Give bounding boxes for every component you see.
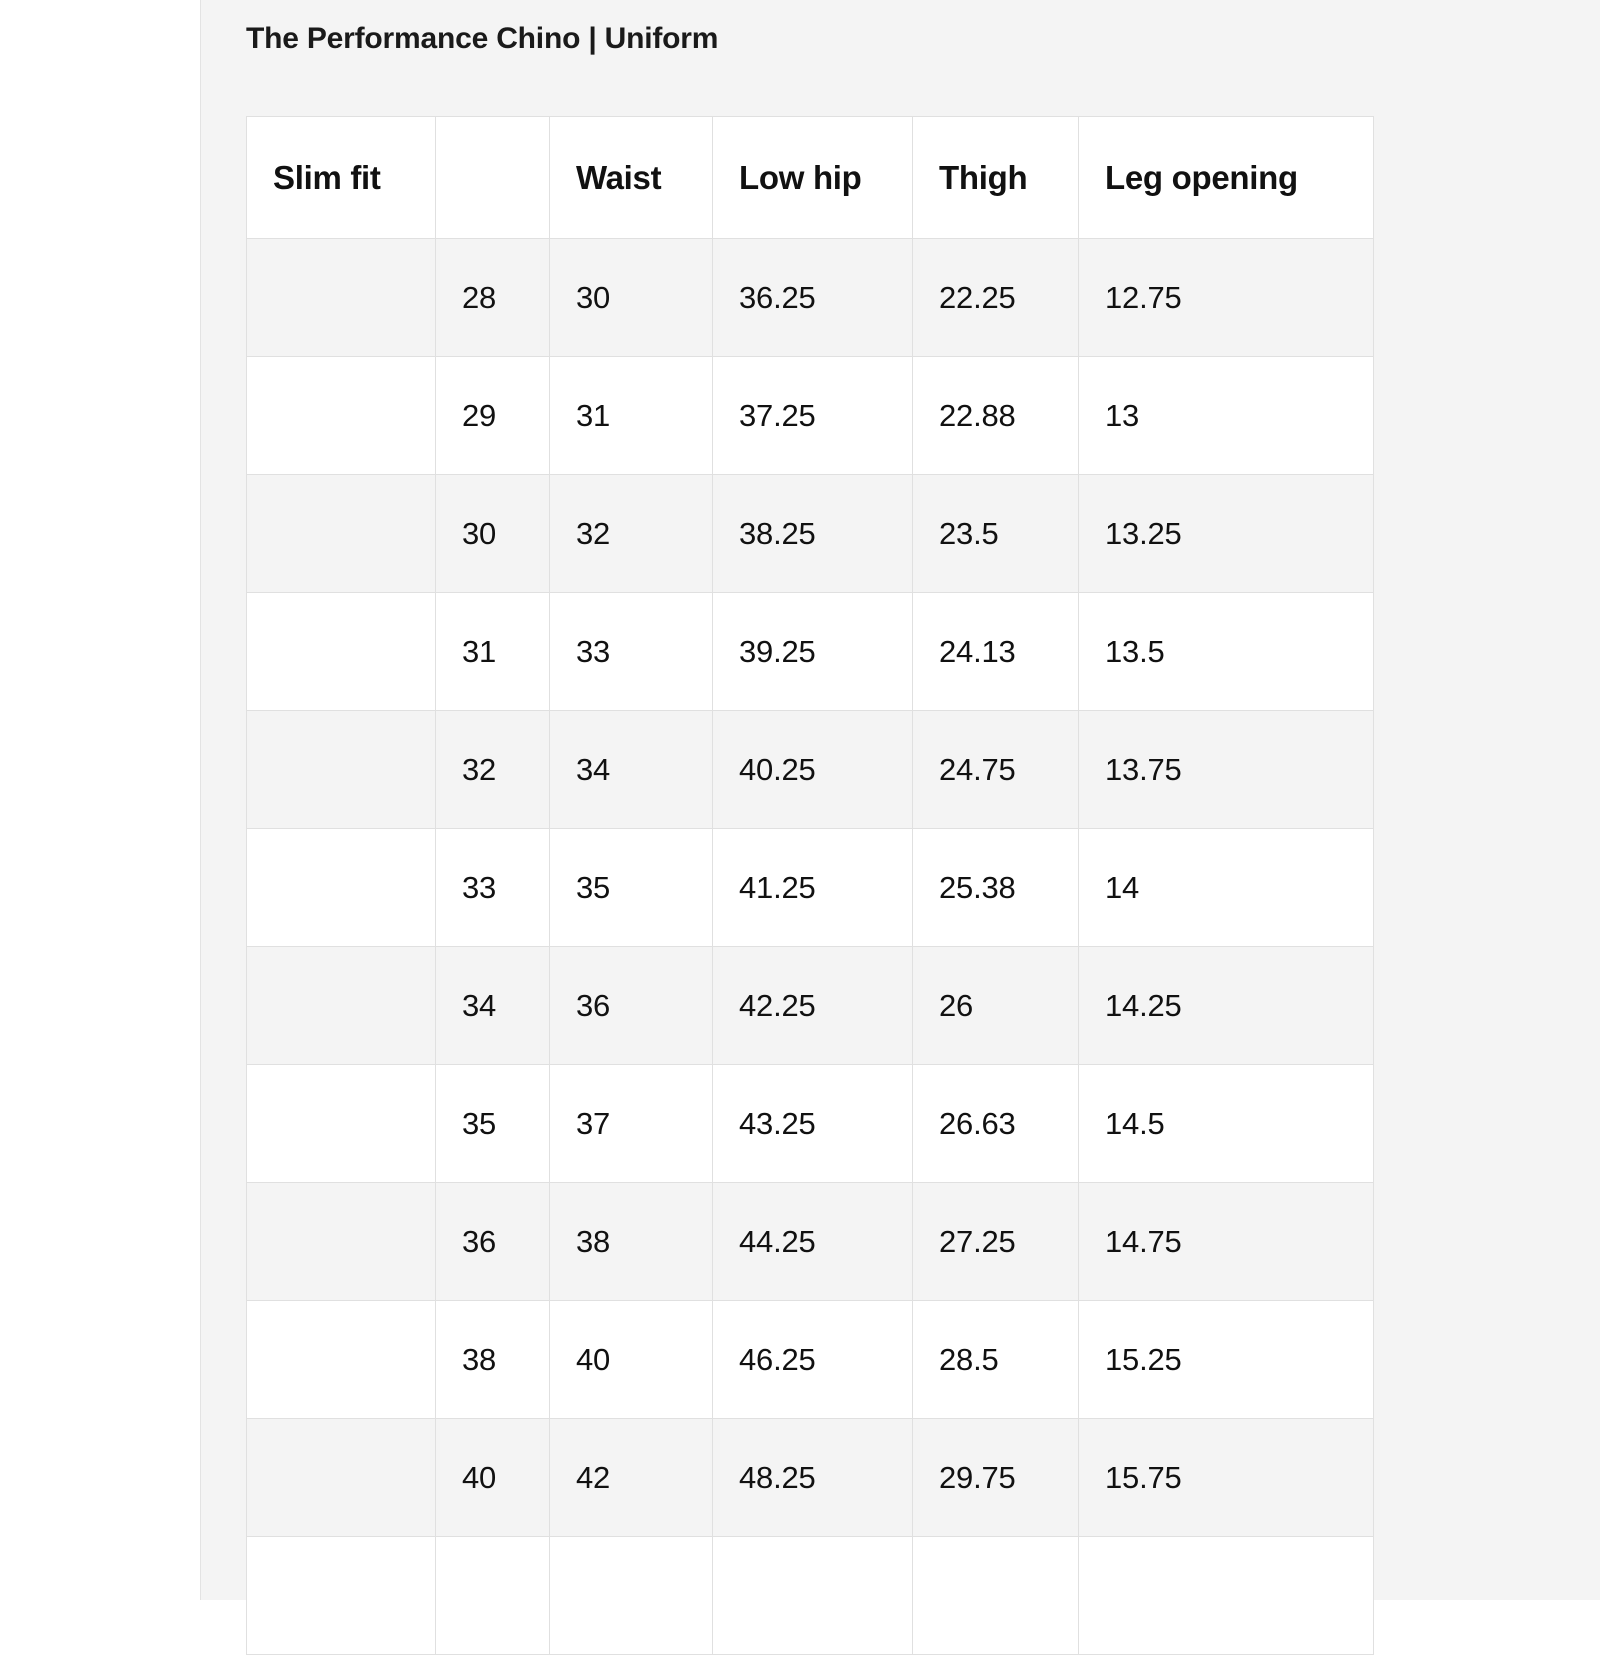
cell-low-hip xyxy=(713,1537,913,1655)
cell-fit xyxy=(247,1419,436,1537)
cell-thigh: 23.5 xyxy=(913,475,1079,593)
cell-leg-opening: 13.5 xyxy=(1079,593,1374,711)
cell-fit xyxy=(247,593,436,711)
cell-leg-opening: 13.75 xyxy=(1079,711,1374,829)
cell-low-hip: 38.25 xyxy=(713,475,913,593)
cell-thigh: 24.13 xyxy=(913,593,1079,711)
table-row xyxy=(247,1183,1374,1301)
cell-waist: 36 xyxy=(550,947,713,1065)
cell-leg-opening: 13 xyxy=(1079,357,1374,475)
table-row xyxy=(247,357,1374,475)
cell-low-hip: 41.25 xyxy=(713,829,913,947)
table-row xyxy=(247,1301,1374,1419)
cell-leg-opening: 14.75 xyxy=(1079,1183,1374,1301)
cell-waist: 30 xyxy=(550,239,713,357)
cell-fit xyxy=(247,711,436,829)
cell-leg-opening: 13.25 xyxy=(1079,475,1374,593)
cell-leg-opening: 15.25 xyxy=(1079,1301,1374,1419)
cell-low-hip: 42.25 xyxy=(713,947,913,1065)
cell-leg-opening: 14 xyxy=(1079,829,1374,947)
cell-size: 35 xyxy=(436,1065,550,1183)
cell-size: 29 xyxy=(436,357,550,475)
cell-leg-opening: 12.75 xyxy=(1079,239,1374,357)
cell-thigh: 29.75 xyxy=(913,1419,1079,1537)
cell-thigh: 26 xyxy=(913,947,1079,1065)
cell-fit xyxy=(247,1301,436,1419)
cell-thigh: 22.25 xyxy=(913,239,1079,357)
cell-low-hip: 36.25 xyxy=(713,239,913,357)
cell-fit xyxy=(247,1065,436,1183)
cell-size: 38 xyxy=(436,1301,550,1419)
table-row xyxy=(247,475,1374,593)
column-header-waist: Waist xyxy=(550,117,713,239)
size-table-container xyxy=(246,116,1373,1655)
cell-waist: 38 xyxy=(550,1183,713,1301)
table-row xyxy=(247,593,1374,711)
cell-waist: 32 xyxy=(550,475,713,593)
cell-fit xyxy=(247,475,436,593)
table-row xyxy=(247,1537,1374,1655)
cell-thigh: 22.88 xyxy=(913,357,1079,475)
table-header-row xyxy=(247,117,1374,239)
left-gutter xyxy=(0,0,201,1600)
cell-waist: 31 xyxy=(550,357,713,475)
table-body xyxy=(247,239,1374,1655)
cell-waist: 33 xyxy=(550,593,713,711)
cell-low-hip: 48.25 xyxy=(713,1419,913,1537)
cell-thigh: 24.75 xyxy=(913,711,1079,829)
cell-leg-opening xyxy=(1079,1537,1374,1655)
cell-waist xyxy=(550,1537,713,1655)
column-header-fit: Slim fit xyxy=(247,117,436,239)
cell-fit xyxy=(247,1537,436,1655)
cell-fit xyxy=(247,829,436,947)
cell-size: 36 xyxy=(436,1183,550,1301)
cell-waist: 42 xyxy=(550,1419,713,1537)
cell-fit xyxy=(247,947,436,1065)
cell-waist: 40 xyxy=(550,1301,713,1419)
column-header-thigh: Thigh xyxy=(913,117,1079,239)
cell-low-hip: 44.25 xyxy=(713,1183,913,1301)
cell-size: 31 xyxy=(436,593,550,711)
column-header-size xyxy=(436,117,550,239)
cell-waist: 34 xyxy=(550,711,713,829)
cell-fit xyxy=(247,1183,436,1301)
cell-waist: 35 xyxy=(550,829,713,947)
cell-waist: 37 xyxy=(550,1065,713,1183)
cell-low-hip: 46.25 xyxy=(713,1301,913,1419)
cell-thigh: 28.5 xyxy=(913,1301,1079,1419)
cell-thigh xyxy=(913,1537,1079,1655)
column-header-low-hip: Low hip xyxy=(713,117,913,239)
cell-size: 28 xyxy=(436,239,550,357)
table-row xyxy=(247,829,1374,947)
cell-low-hip: 37.25 xyxy=(713,357,913,475)
cell-size: 33 xyxy=(436,829,550,947)
cell-leg-opening: 14.5 xyxy=(1079,1065,1374,1183)
table-row xyxy=(247,1419,1374,1537)
cell-thigh: 26.63 xyxy=(913,1065,1079,1183)
table-row xyxy=(247,711,1374,829)
table-header xyxy=(247,117,1374,239)
cell-size: 40 xyxy=(436,1419,550,1537)
cell-low-hip: 43.25 xyxy=(713,1065,913,1183)
table-row xyxy=(247,947,1374,1065)
size-chart-panel xyxy=(201,0,1600,1600)
cell-thigh: 25.38 xyxy=(913,829,1079,947)
cell-thigh: 27.25 xyxy=(913,1183,1079,1301)
cell-fit xyxy=(247,357,436,475)
cell-low-hip: 40.25 xyxy=(713,711,913,829)
cell-low-hip: 39.25 xyxy=(713,593,913,711)
cell-fit xyxy=(247,239,436,357)
cell-size: 30 xyxy=(436,475,550,593)
cell-leg-opening: 14.25 xyxy=(1079,947,1374,1065)
column-header-leg-opening: Leg opening xyxy=(1079,117,1374,239)
table-row xyxy=(247,1065,1374,1183)
size-chart-table xyxy=(246,116,1374,1655)
cell-size xyxy=(436,1537,550,1655)
cell-size: 32 xyxy=(436,711,550,829)
cell-size: 34 xyxy=(436,947,550,1065)
cell-leg-opening: 15.75 xyxy=(1079,1419,1374,1537)
page-title: The Performance Chino | Uniform xyxy=(246,22,719,55)
table-row xyxy=(247,239,1374,357)
